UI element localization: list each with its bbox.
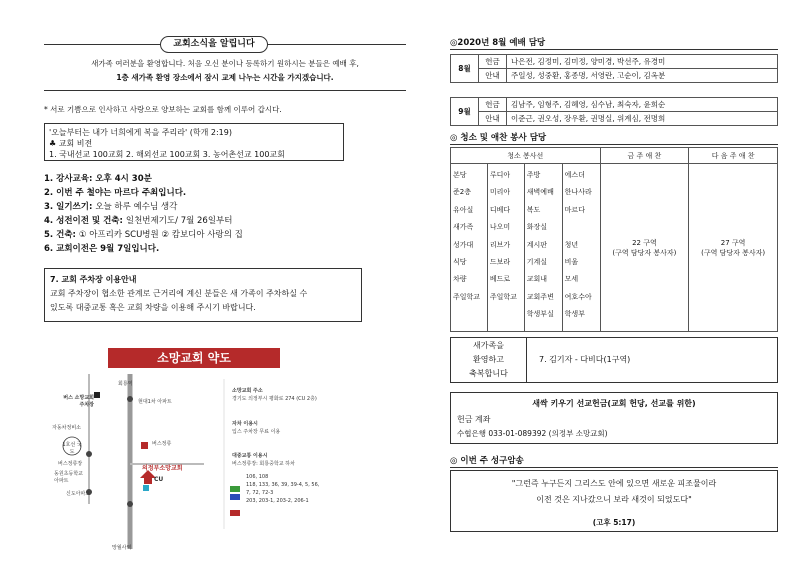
map-label: 망월사역 [112,545,132,551]
map-label: 경기도 의정부시 평화로 274 (CU 2층) [232,396,317,402]
vision-heading: ♣ 교회 비전 [49,139,93,148]
memory-title-rule [450,467,778,468]
bus-red-swatch [230,510,240,516]
church-map [44,344,364,559]
names-cell: 김남주, 임형주, 김혜영, 심수남, 최숙자, 윤희순 [507,98,778,112]
vision-items: 1. 국내선교 100교회 2. 해외선교 100교회 3. 농어촌선교 100교회 [49,150,285,159]
list-item: 2. 이번 주 철야는 마르다 주최입니다. [44,188,187,198]
names-cell: 이준근, 권오성, 장우환, 권명실, 위계심, 전명희 [507,112,778,126]
next-week-meal: 27 구역 (구역 담당자 봉사자) [689,164,778,332]
map-label: 자동차정비소 [52,425,81,431]
cleaning-header: 금 주 애 찬 [600,148,689,164]
role-cell: 안내 [479,112,507,126]
vision-box [44,123,344,161]
table-row [451,112,778,126]
map-label: 입스 주차장 무료 이용 [232,429,281,435]
names-cell: 나은전, 김정미, 김미정, 양미경, 박선주, 유경미 [507,55,778,69]
worship-table-august [450,54,778,83]
map-label: 회룡역 [118,381,133,387]
welcome-line-1: 새가족 여러분을 환영합니다. 처음 오신 분이나 등록하기 원하시는 분들은 예배 후, [91,59,359,68]
map-label: 118, 133, 36, 39, 39-4, 5, 56, [246,482,320,488]
cleaning-area-column: 주방 새벽예배 복도 화장실 계시판 기계실 교회내 교회주변 학생부실 [524,164,562,332]
month-cell: 8월 [451,55,479,83]
map-label: 버스정류장: 회룡중학교 하차 [232,461,295,467]
cleaning-header: 다 음 주 애 찬 [689,148,778,164]
parking-line-1: 교회 주차장이 협소한 관계로 근거리에 계신 분들은 새 가족이 주차하실 수 [50,289,308,298]
news-title: 교회소식을 알립니다 [160,36,268,53]
offering-account: 수협은행 033-01-089392 (의정부 소망교회) [457,429,608,438]
cleaning-group-column: 에스더 한나사라 마르다 청년 비울 모세 여호수아 학생부 [562,164,600,332]
role-cell: 헌금 [479,98,507,112]
newcomer-box [450,337,778,383]
welcome-rule [44,90,406,91]
vision-verse: '오늘부터는 내가 너희에게 복을 주리라' (학개 2:19) [49,128,232,137]
offering-title: 새싹 키우기 선교헌금(교회 헌당, 선교를 위한) [532,399,696,408]
parking-line-2: 있도록 대중교통 혹은 교회 차량을 이용해 주시기 바랍니다. [50,303,256,312]
welcome-text [44,57,406,85]
welcome-line-2: 1층 새가족 환영 장소에서 잠시 교제 나누는 시간을 가지겠습니다. [116,73,334,82]
list-item: 5. 건축: ① 아프리카 SCU병원 ② 캄보디아 사랑의 집 [44,230,243,240]
map-label: 대중교통 이용시 [232,453,268,459]
cleaning-group-column: 루디아 미리아 디베다 나오미 리브가 드보라 베드로 주일학교 [487,164,524,332]
newcomer-text: 7. 김기자 - 다비다(1구역) [539,355,631,364]
table-row [451,69,778,83]
bus-blue-swatch [230,494,240,500]
map-label: 1호선 국도 [62,442,82,455]
map-dot [86,451,92,457]
memory-reference: (고후 5:17) [592,518,636,527]
list-item: 4. 성전이전 및 건축: 일천번제기도/ 7월 26일부터 [44,216,233,226]
cleaning-header: 청소 봉사선 [451,148,601,164]
cleaning-table [450,147,778,332]
map-dot [127,501,133,507]
month-cell: 9월 [451,98,479,126]
names-cell: 주일성, 성중환, 홍종명, 서영란, 고순이, 김옥분 [507,69,778,83]
map-label: 신도아파트 [66,491,91,497]
worship-title: ◎2020년 8월 예배 담당 [450,38,546,48]
bus-stop-icon [141,442,148,449]
cleaning-title: ◎ 청소 및 애찬 봉사 담당 [450,133,547,143]
bus-green-swatch [230,486,240,492]
memory-line-1: "그런즉 누구든지 그리스도 안에 있으면 새로운 피조물이라 [511,479,717,488]
role-cell: 헌금 [479,55,507,69]
map-label: 버스정류 [152,441,172,447]
map-label: 106, 108 [246,474,269,480]
this-week-meal: 22 구역 (구역 담당자 봉사자) [600,164,689,332]
role-cell: 안내 [479,69,507,83]
list-item: 1. 강사교육: 오후 4시 30분 [44,174,152,184]
map-label: 현대1차 아파트 [138,399,172,405]
map-label: 버스정류장 [58,461,83,467]
map-label: 버스 소망교회 주차장 [63,395,94,408]
table-row [451,98,778,112]
parking-title: 7. 교회 주차장 이용안내 [50,275,137,284]
newcomer-label: 새가족을 환영하고 축복합니다 [451,338,527,382]
announcement-list [44,172,243,256]
map-label: CU [154,476,164,483]
memory-title: ◎ 이번 주 성구암송 [450,456,524,466]
map-label: 동원초등학교 아파트 [54,471,83,484]
map-label: 7, 72, 72-3 [246,490,274,496]
memory-line-2: 이전 것은 지나갔으니 보라 새것이 되었도다" [536,495,692,504]
greeting-text: * 서로 기쁨으로 인사하고 사랑으로 양보하는 교회를 함께 이루어 갑시다. [44,105,282,114]
cleaning-title-rule [450,144,778,145]
table-row [451,164,778,332]
memory-verse-box [450,470,778,532]
cleaning-area-column: 본당 준2층 유아실 새가족 성가대 식당 차량 주일학교 [451,164,488,332]
worship-title-rule [450,49,778,50]
map-label: 의정부소망교회 [142,465,183,472]
offering-box [450,392,778,444]
worship-table-september [450,97,778,126]
table-row [451,148,778,164]
offering-account-label: 헌금 계좌 [457,415,491,424]
parking-p-icon [94,392,100,398]
map-label: 203, 203-1, 203-2, 206-1 [246,498,309,504]
map-title: 소망교회 약도 [108,348,280,368]
parking-notice [44,268,362,322]
list-item: 3. 일기쓰기: 오늘 하루 예수님 생각 [44,202,178,212]
table-row [451,55,778,69]
map-label: 자차 이용시 [232,421,258,427]
cu-icon [143,485,149,491]
map-dot [127,396,133,402]
map-label: 소망교회 주소 [232,388,263,394]
list-item: 6. 교회이전은 9월 7일입니다. [44,244,160,254]
